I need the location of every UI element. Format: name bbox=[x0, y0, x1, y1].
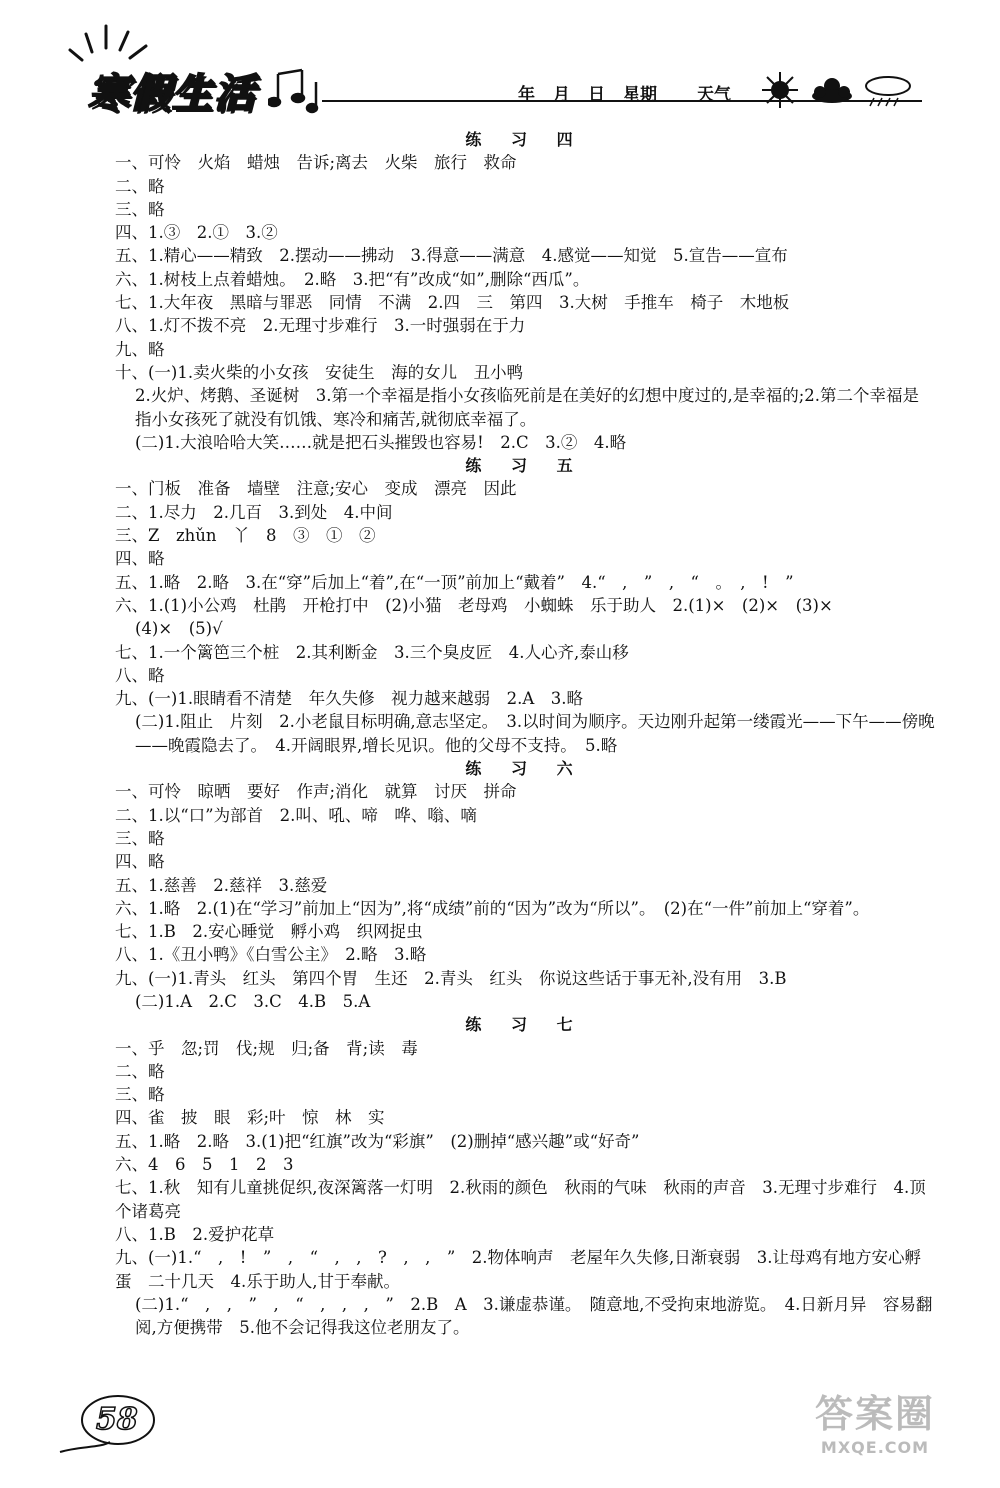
answer-line: 五、1.慈善 2.慈祥 3.慈爱 bbox=[115, 875, 328, 895]
year-label: 年 bbox=[518, 85, 535, 105]
section-title: 练 习 六 bbox=[465, 759, 585, 779]
answer-line: (二)1.A 2.C 3.C 4.B 5.A bbox=[135, 991, 371, 1011]
section-title: 练 习 七 bbox=[465, 1015, 585, 1035]
answer-line: 八、1.《丑小鸭》《白雪公主》 2.略 3.略 bbox=[115, 945, 427, 965]
answer-line: 五、1.略 2.略 3.在“穿”后加上“着”,在“一顶”前加上“戴着” 4.“ , ” , “ 。 , ! ” bbox=[115, 572, 794, 592]
answer-line: 三、略 bbox=[115, 199, 165, 219]
answer-line: 六、1.树枝上点着蜡烛。 2.略 3.把“有”改成“如”,删除“西瓜”。 bbox=[115, 269, 590, 289]
answer-line: 四、1.③ 2.① 3.② bbox=[115, 223, 278, 243]
answer-line: 三、Z zhǔn 丫 8 ③ ① ② bbox=[115, 526, 376, 546]
date-row bbox=[518, 80, 731, 105]
answer-line: 三、略 bbox=[115, 828, 165, 848]
answer-line: 六、1.略 2.(1)在“学习”前加上“因为”,将“成绩”前的“因为”改为“所以”。 (2)在“一件”前加上“穿着”。 bbox=[115, 898, 870, 918]
answer-line: (4)× (5)√ bbox=[135, 619, 223, 639]
answer-line: 二、1.尽力 2.几百 3.到处 4.中间 bbox=[115, 502, 393, 522]
answer-line: 八、1.灯不拨不亮 2.无理寸步难行 3.一时强弱在于力 bbox=[115, 316, 526, 336]
answer-line: (二)1.阻止 片刻 2.小老鼠目标明确,意志坚定。 3.以时间为顺序。天边刚升起第一缕霞光——下午——傍晚——晚霞隐去了。 4.开阔眼界,增长见识。他的父母不支持。 5.略 bbox=[135, 712, 935, 755]
answer-line: (二)1.大浪哈哈大笑……就是把石头摧毁也容易! 2.C 3.② 4.略 bbox=[135, 432, 627, 452]
cloud-icon bbox=[812, 78, 852, 103]
answer-line: 二、略 bbox=[115, 176, 165, 196]
answer-line: 一、可怜 火焰 蜡烛 告诉;离去 火柴 旅行 救命 bbox=[115, 153, 517, 173]
music-notes-icon bbox=[268, 66, 328, 116]
section-title: 练 习 四 bbox=[465, 130, 585, 149]
weather-icons bbox=[760, 70, 920, 110]
month-label: 月 bbox=[553, 85, 570, 105]
answer-line: 二、1.以“口”为部首 2.叫、吼、啼 哗、嗡、嘀 bbox=[115, 805, 477, 825]
answer-line: 七、1.一个篱笆三个桩 2.其利断金 3.三个臭皮匠 4.人心齐,泰山移 bbox=[115, 642, 629, 662]
answer-line: 十、(一)1.卖火柴的小女孩 安徒生 海的女儿 丑小鸭 bbox=[115, 362, 524, 382]
answer-line: 九、(一)1.眼睛看不清楚 年久失修 视力越来越弱 2.A 3.略 bbox=[115, 689, 584, 709]
answer-line: 八、1.B 2.爱护花草 bbox=[115, 1224, 275, 1244]
sun-icon bbox=[762, 72, 798, 108]
answer-line: 九、(一)1.“ , ! ” , “ , , ? , , ” 2.物体响声 老屋年久失修,日渐衰弱 3.让母鸡有地方安心孵蛋 二十几天 4.乐于助人,甘于奉献。 bbox=[115, 1248, 922, 1291]
answer-line: 六、1.(1)小公鸡 杜鹃 开枪打中 (2)小猫 老母鸡 小蜘蛛 乐于助人 2.(1)× (2)× (3)× bbox=[115, 595, 833, 615]
answer-content bbox=[115, 128, 935, 1339]
answer-line: 九、(一)1.青头 红头 第四个胃 生还 2.青头 红头 你说这些话于事无补,没有用 3.B bbox=[115, 968, 787, 988]
answer-line: 九、略 bbox=[115, 339, 165, 359]
logo: 寒假生活 bbox=[88, 71, 256, 117]
answer-line: 七、1.秋 知有儿童挑促织,夜深篱落一灯明 2.秋雨的颜色 秋雨的气味 秋雨的声音 3.无理寸步难行 4.顶个诸葛亮 bbox=[115, 1178, 926, 1221]
answer-line: 八、略 bbox=[115, 665, 165, 685]
answer-line: 七、1.大年夜 黑暗与罪恶 同情 不满 2.四 三 第四 3.大树 手推车 椅子 木地板 bbox=[115, 293, 790, 313]
section-title: 练 习 五 bbox=[465, 456, 585, 476]
answer-line: 五、1.精心——精致 2.摆动——拂动 3.得意——满意 4.感觉——知觉 5.宣告——宣布 bbox=[115, 246, 788, 266]
answer-line: 一、门板 准备 墙壁 注意;安心 变成 漂亮 因此 bbox=[115, 479, 517, 499]
answer-line: 六、4 6 5 1 2 3 bbox=[115, 1155, 294, 1175]
answer-line: 二、略 bbox=[115, 1061, 165, 1081]
answer-line: (二)1.“ , , ” , “ , , , ” 2.B A 3.谦虚恭谨。 随意地,不受拘束地游览。 4.日新月异 容易翻阅,方便携带 5.他不会记得我这位老朋友了。 bbox=[135, 1294, 933, 1338]
watermark bbox=[780, 1390, 970, 1470]
answer-line: 五、1.略 2.略 3.(1)把“红旗”改为“彩旗” (2)删掉“感兴趣”或“好奇” bbox=[115, 1131, 640, 1151]
answer-line: 四、雀 披 眼 彩;叶 惊 林 实 bbox=[115, 1108, 385, 1128]
answer-line: 三、略 bbox=[115, 1085, 165, 1105]
day-label: 日 bbox=[588, 85, 605, 105]
weather-label: 天气 bbox=[697, 85, 731, 105]
watermark-main: 答案圈 bbox=[814, 1392, 935, 1436]
weekday-label: 星期 bbox=[623, 85, 657, 105]
answer-line: 2.火炉、烤鹅、圣诞树 3.第一个幸福是指小女孩临死前是在美好的幻想中度过的,是幸福的;2.第二个幸福是指小女孩死了就没有饥饿、寒冷和痛苦,就彻底幸福了。 bbox=[135, 386, 920, 429]
answer-line: 四、略 bbox=[115, 549, 165, 569]
answer-line: 七、1.B 2.安心睡觉 孵小鸡 织网捉虫 bbox=[115, 922, 423, 942]
answer-line: 一、可怜 晾晒 要好 作声;消化 就算 讨厌 拼命 bbox=[115, 782, 517, 802]
answer-line: 四、略 bbox=[115, 852, 165, 872]
answer-line: 一、乎 忽;罚 伐;规 归;备 背;读 毒 bbox=[115, 1038, 418, 1058]
page-header bbox=[0, 0, 1000, 130]
page-number: 58 bbox=[96, 1402, 138, 1437]
rain-cloud-icon bbox=[866, 77, 910, 106]
watermark-url: MXQE.COM bbox=[820, 1438, 930, 1457]
